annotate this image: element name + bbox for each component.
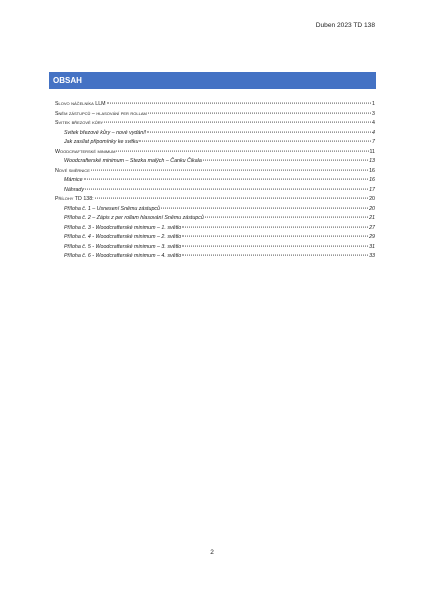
toc-dot-leader xyxy=(161,207,368,208)
toc-entry-page: 4 xyxy=(372,120,375,126)
toc-dot-leader xyxy=(104,122,371,123)
toc-dot-leader xyxy=(139,141,371,142)
toc-entry-title: Sněm zástupců – hlasování per rollam xyxy=(55,110,147,117)
toc-dot-leader xyxy=(203,160,368,161)
toc-entry-title: Woodcrafterské minimum – Stezka malých – Čanku Čikala xyxy=(64,158,202,164)
toc-entry-title: Příloha č. 2 – Zápis z per rollam hlasování Sněmu zástupců xyxy=(64,215,204,221)
toc-entry-page: 31 xyxy=(369,243,375,250)
toc-entry-page: 20 xyxy=(369,205,375,212)
toc-dot-leader xyxy=(91,169,368,170)
toc-entry[interactable] xyxy=(55,214,375,224)
toc-dot-leader xyxy=(147,131,371,132)
toc-dot-leader xyxy=(148,112,371,113)
toc-entry-page: 27 xyxy=(369,224,375,231)
toc-dot-leader xyxy=(182,236,368,237)
toc-dot-leader xyxy=(85,188,368,189)
toc-entry-page: 13 xyxy=(369,158,375,164)
toc-entry-page: 16 xyxy=(369,167,375,174)
toc-entry-title: Slovo náčelníka LLM xyxy=(55,101,106,107)
toc-entry-title: Náhrady xyxy=(64,186,85,193)
toc-entry-title: Příloha č. 3 - Woodcrafterské minimum – 1. světlo xyxy=(64,224,182,231)
toc-entry-title: Mámice xyxy=(64,177,83,183)
toc-entry-page: 29 xyxy=(369,234,375,240)
toc-entry[interactable] xyxy=(55,110,375,120)
toc-dot-leader xyxy=(205,217,368,218)
toc-entry-title: Svitek březové kůry – nové vydání! xyxy=(64,129,147,136)
toc-entry-title: Příloha č. 5 - Woodcrafterské minimum – 3. světlo xyxy=(64,243,182,250)
toc-dot-leader xyxy=(107,103,371,104)
toc-entry-page: 1 xyxy=(372,101,375,107)
toc-entry-title: Woodcrafterské minimum xyxy=(55,148,116,155)
toc-entry[interactable] xyxy=(55,157,375,167)
toc-entry[interactable] xyxy=(55,167,375,177)
table-of-contents xyxy=(55,100,375,262)
toc-entry[interactable] xyxy=(55,129,375,139)
toc-entry[interactable] xyxy=(55,176,375,186)
toc-entry-title: Jak zasílat připomínky ke svitku xyxy=(64,139,139,145)
toc-entry[interactable] xyxy=(55,205,375,215)
toc-entry-title: Příloha č. 4 - Woodcrafterské minimum – 2. světlo xyxy=(64,234,182,240)
toc-entry[interactable] xyxy=(55,233,375,243)
toc-entry-page: 4 xyxy=(372,129,375,136)
toc-entry[interactable] xyxy=(55,100,375,110)
toc-dot-leader xyxy=(182,245,368,246)
toc-entry-page: 16 xyxy=(369,177,375,183)
toc-entry[interactable] xyxy=(55,195,375,205)
page-number: 2 xyxy=(210,549,214,556)
toc-entry-page: 20 xyxy=(369,196,375,202)
toc-entry-page: 17 xyxy=(369,186,375,193)
toc-entry-page: 33 xyxy=(369,253,375,259)
toc-entry-page: 3 xyxy=(372,110,375,117)
toc-dot-leader xyxy=(84,179,369,180)
toc-dot-leader xyxy=(95,198,368,199)
toc-entry[interactable] xyxy=(55,243,375,253)
page-header: Duben 2023 TD 138 xyxy=(315,22,375,29)
toc-entry-page: 7 xyxy=(372,139,375,145)
toc-entry-page: 21 xyxy=(369,215,375,221)
toc-title: OBSAH xyxy=(49,72,376,89)
toc-entry[interactable] xyxy=(55,138,375,148)
toc-entry-title: Přílohy TD 138: xyxy=(55,196,94,202)
toc-entry[interactable] xyxy=(55,224,375,234)
toc-dot-leader xyxy=(182,255,368,256)
toc-entry[interactable] xyxy=(55,119,375,129)
toc-entry-title: Svitek březové kůry xyxy=(55,120,104,126)
toc-entry-title: Příloha č. 6 - Woodcrafterské minimum – 4. světlo xyxy=(64,253,182,259)
toc-entry-page: 11 xyxy=(369,148,375,155)
toc-entry[interactable] xyxy=(55,148,375,158)
toc-entry-title: Nové směrnice xyxy=(55,167,90,174)
toc-entry[interactable] xyxy=(55,252,375,262)
toc-dot-leader xyxy=(116,150,368,151)
toc-entry-title: Příloha č. 1 – Usnesení Sněmu zástupců xyxy=(64,205,160,212)
toc-entry[interactable] xyxy=(55,186,375,196)
toc-dot-leader xyxy=(182,226,368,227)
